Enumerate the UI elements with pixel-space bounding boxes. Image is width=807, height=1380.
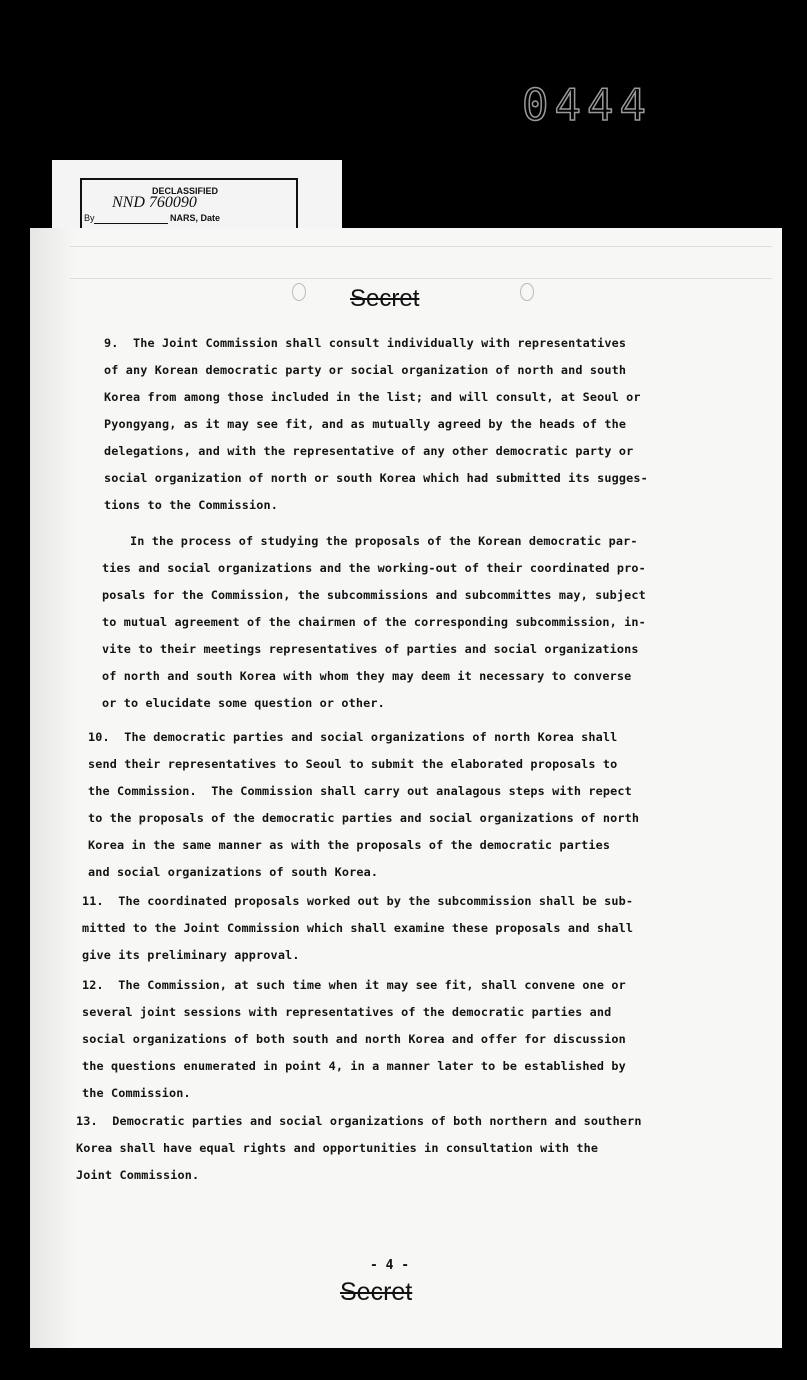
stamp-authority: NND 760090 bbox=[112, 194, 197, 211]
classification-header: Secret bbox=[350, 285, 420, 312]
paragraph-13: 13. Democratic parties and social organizations of both northern and southern Korea shall have equal rights and opportunities in consultation with the Joint Commission. bbox=[76, 1114, 642, 1182]
punch-hole-icon bbox=[520, 283, 534, 301]
punch-hole-icon bbox=[292, 283, 306, 301]
paragraph-12: 12. The Commission, at such time when it may see fit, shall convene one or several joint sessions with representatives of the democratic parties and social organizations of both south and north Korea and offer for discussion the questions enumerated in point 4, in a manner later to be established by the Commission. bbox=[82, 978, 626, 1100]
frame-number: 0444 bbox=[522, 80, 652, 131]
stamp-by-line bbox=[94, 223, 168, 224]
paragraph-9-continued: In the process of studying the proposals of the Korean democratic par- ties and social organizations and the working-out of their coordinated pro- posals for the Commission, the subcommissions and subcommittes may, subject to mutual agreement of the chairmen of the corresponding subcommission, in- vite to their meetings representatives of parties and social organizations of north and south Korea with whom they may deem it necessary to converse or to elucidate some question or other. bbox=[102, 534, 646, 710]
declassification-stamp bbox=[52, 160, 342, 236]
divider bbox=[70, 278, 772, 279]
stamp-nars-date: NARS, Date bbox=[170, 213, 221, 223]
stamp-by-label: By bbox=[84, 213, 95, 223]
stamp-declassified-label: DECLASSIFIED bbox=[152, 186, 219, 196]
divider bbox=[70, 246, 772, 247]
paragraph-9: 9. The Joint Commission shall consult individually with representatives of any Korean democratic party or social organization of north and south Korea from among those included in the list; and will consult, at Seoul or Pyongyang, as it may see fit, and as mutually agreed by the heads of the delegations, and with the representative of any other democratic party or social organization of north or south Korea which had submitted its sugges- tions to the Commission. bbox=[104, 336, 648, 512]
classification-footer: Secret bbox=[340, 1278, 413, 1306]
paragraph-11: 11. The coordinated proposals worked out by the subcommission shall be sub- mitted to the Joint Commission which shall examine these proposals and shall give its preliminary approval. bbox=[82, 894, 634, 962]
page-number: - 4 - bbox=[370, 1258, 410, 1273]
paragraph-10: 10. The democratic parties and social organizations of north Korea shall send their representatives to Seoul to submit the elaborated proposals to the Commission. The Commission shall carry out analagous steps with repect to the proposals of the democratic parties and social organizations of north Korea in the same manner as with the proposals of the democratic parties and social organizations of south Korea. bbox=[88, 730, 640, 879]
page-shading bbox=[30, 228, 76, 1348]
stamp-box bbox=[80, 178, 298, 230]
document-page bbox=[30, 228, 782, 1348]
